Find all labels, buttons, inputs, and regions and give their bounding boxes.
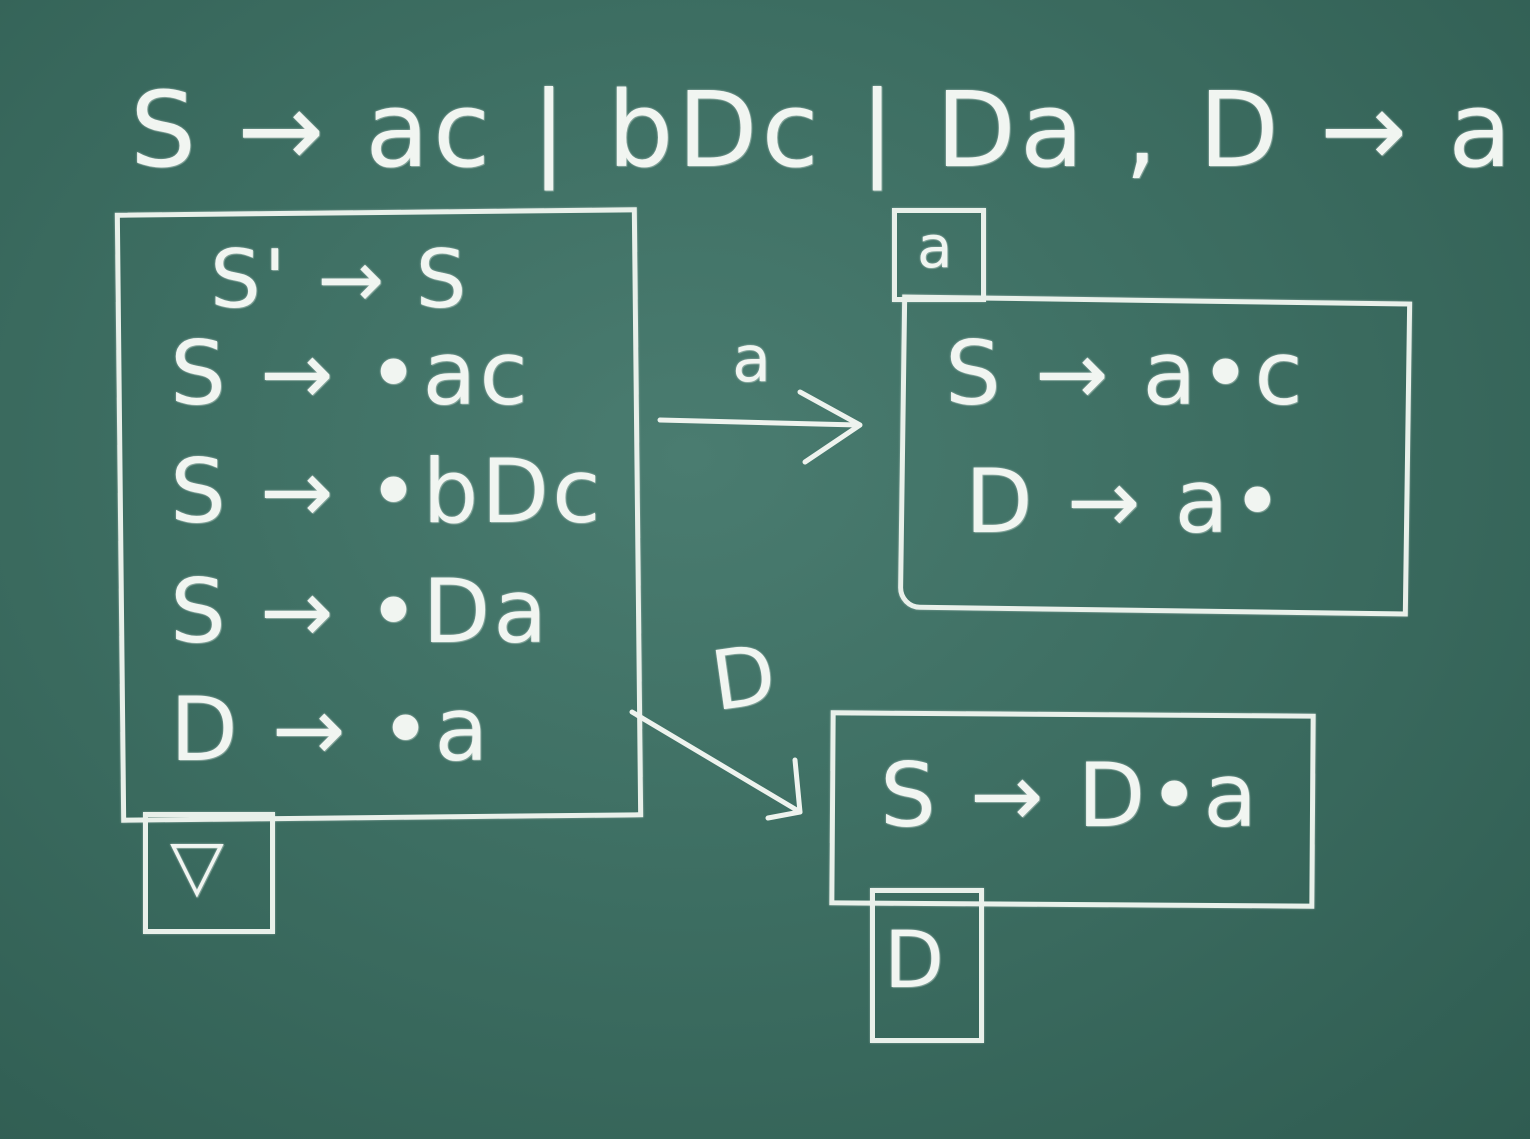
arrow-D-line: [632, 712, 800, 812]
arrow-a-line: [660, 420, 858, 425]
state-tag-initial: ▽: [170, 824, 226, 906]
state0-item: S → •ac: [170, 322, 531, 425]
transition-label-a: a: [732, 323, 774, 397]
state2-item: S → D•a: [880, 744, 1261, 847]
state1-item: D → a•: [965, 450, 1287, 553]
state0-item: D → •a: [170, 678, 492, 781]
state1-item: S → a•c: [945, 322, 1306, 425]
state-tag-D: D: [884, 916, 947, 1006]
state0-item: S → •Da: [170, 560, 551, 663]
transition-label-D: D: [705, 626, 784, 731]
state0-item: S → •bDc: [170, 440, 604, 543]
grammar-rule: S → ac | bDc | Da , D → a: [130, 69, 1516, 191]
state0-item: S' → S: [210, 233, 470, 326]
state-tag-a: a: [917, 213, 955, 281]
